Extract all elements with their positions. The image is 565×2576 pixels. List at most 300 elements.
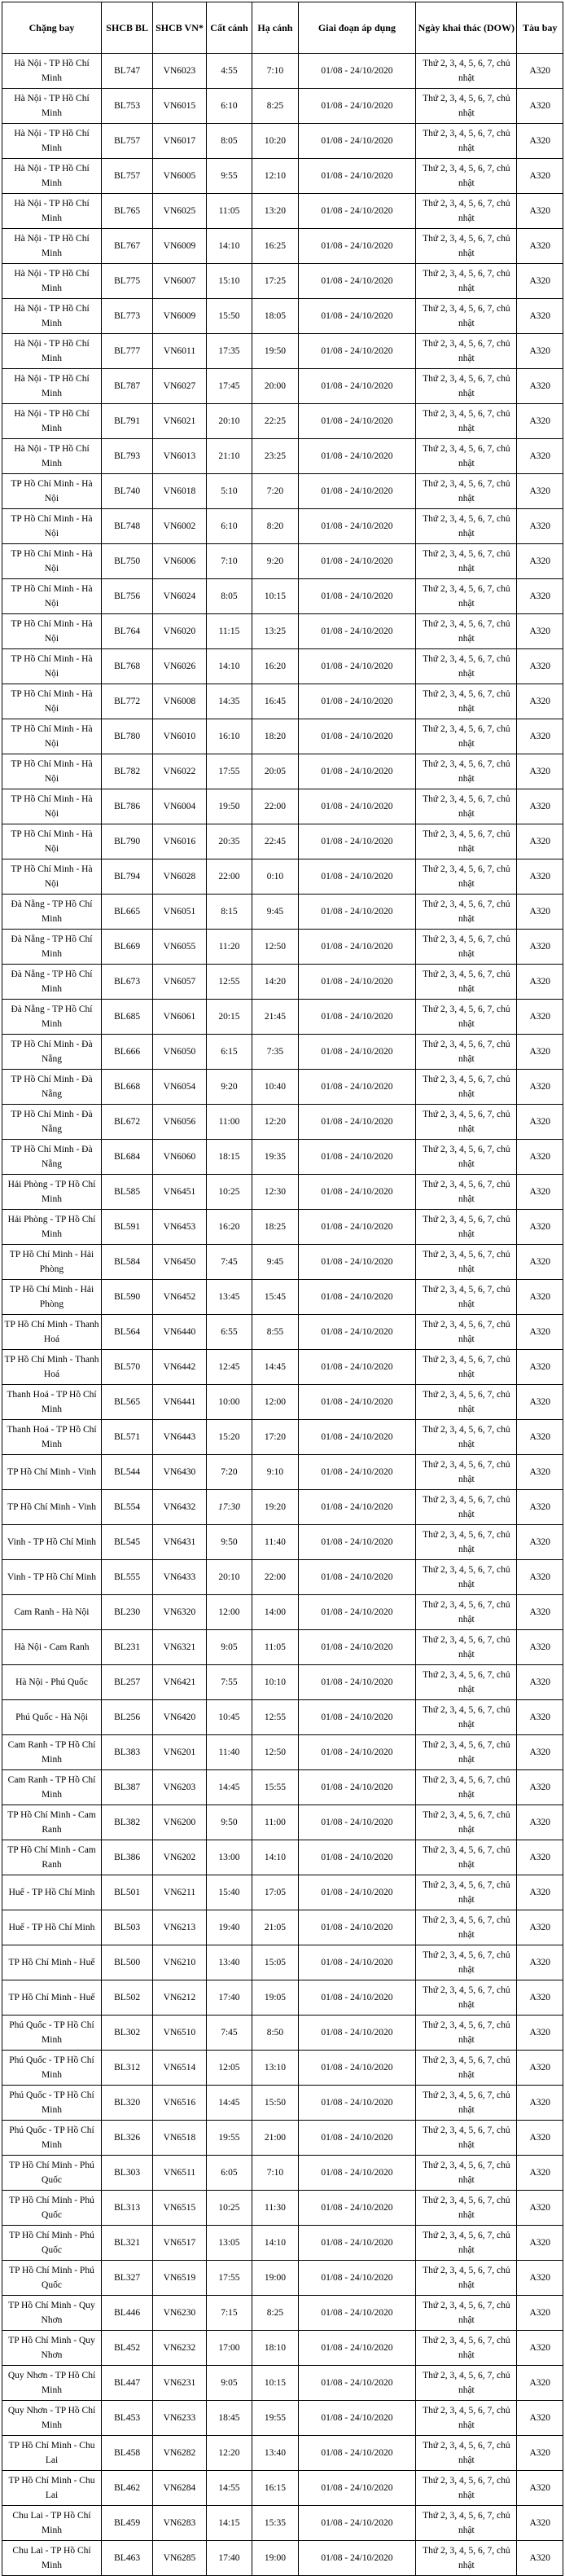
period-cell: 01/08 - 24/10/2020 — [298, 2121, 416, 2156]
aircraft-cell: A320 — [517, 2051, 563, 2086]
vn-code-cell: VN6442 — [153, 1350, 207, 1385]
period-cell: 01/08 - 24/10/2020 — [298, 474, 416, 509]
period-cell: 01/08 - 24/10/2020 — [298, 1910, 416, 1945]
vn-code-cell: VN6024 — [153, 579, 207, 614]
bl-code-cell: BL685 — [101, 1000, 152, 1035]
dow-cell: Thứ 2, 3, 4, 5, 6, 7, chủ nhật — [416, 54, 517, 89]
table-row — [2, 89, 563, 124]
route-cell: Hà Nội - TP Hồ Chí Minh — [2, 369, 102, 404]
departure-cell: 11:05 — [206, 194, 252, 229]
bl-code-cell: BL462 — [101, 2471, 152, 2506]
period-cell: 01/08 - 24/10/2020 — [298, 2156, 416, 2191]
vn-code-cell: VN6202 — [153, 1840, 207, 1875]
departure-cell: 4:55 — [206, 54, 252, 89]
route-cell: Hà Nội - TP Hồ Chí Minh — [2, 404, 102, 439]
route-cell: Cam Ranh - TP Hồ Chí Minh — [2, 1735, 102, 1770]
bl-code-cell: BL767 — [101, 229, 152, 264]
table-row — [2, 2051, 563, 2086]
arrival-cell: 16:20 — [252, 649, 298, 684]
bl-code-cell: BL302 — [101, 2016, 152, 2051]
period-cell: 01/08 - 24/10/2020 — [298, 1490, 416, 1525]
dow-cell: Thứ 2, 3, 4, 5, 6, 7, chủ nhật — [416, 1105, 517, 1140]
vn-code-cell: VN6013 — [153, 439, 207, 474]
departure-cell: 13:05 — [206, 2226, 252, 2261]
vn-code-cell: VN6023 — [153, 54, 207, 89]
vn-code-cell: VN6006 — [153, 544, 207, 579]
arrival-cell: 13:20 — [252, 194, 298, 229]
vn-code-cell: VN6432 — [153, 1490, 207, 1525]
period-cell: 01/08 - 24/10/2020 — [298, 1560, 416, 1595]
arrival-cell: 10:10 — [252, 1665, 298, 1700]
departure-cell: 11:15 — [206, 614, 252, 649]
dow-cell: Thứ 2, 3, 4, 5, 6, 7, chủ nhật — [416, 1350, 517, 1385]
table-row — [2, 54, 563, 89]
departure-cell: 17:55 — [206, 2261, 252, 2296]
dow-cell: Thứ 2, 3, 4, 5, 6, 7, chủ nhật — [416, 1770, 517, 1805]
departure-cell: 17:45 — [206, 369, 252, 404]
arrival-cell: 11:40 — [252, 1525, 298, 1560]
arrival-cell: 9:10 — [252, 1455, 298, 1490]
dow-cell: Thứ 2, 3, 4, 5, 6, 7, chủ nhật — [416, 965, 517, 1000]
aircraft-cell: A320 — [517, 264, 563, 299]
table-row — [2, 1805, 563, 1840]
arrival-cell: 7:10 — [252, 54, 298, 89]
route-cell: TP Hồ Chí Minh - Hải Phòng — [2, 1280, 102, 1315]
aircraft-cell: A320 — [517, 2191, 563, 2226]
table-row — [2, 1210, 563, 1245]
dow-cell: Thứ 2, 3, 4, 5, 6, 7, chủ nhật — [416, 1210, 517, 1245]
bl-code-cell: BL748 — [101, 509, 152, 544]
table-row — [2, 824, 563, 859]
period-cell: 01/08 - 24/10/2020 — [298, 439, 416, 474]
arrival-cell: 11:00 — [252, 1805, 298, 1840]
departure-cell: 12:05 — [206, 2051, 252, 2086]
bl-code-cell: BL565 — [101, 1385, 152, 1420]
period-cell: 01/08 - 24/10/2020 — [298, 1875, 416, 1910]
vn-code-cell: VN6060 — [153, 1140, 207, 1175]
departure-cell: 17:30 — [206, 1490, 252, 1525]
vn-code-cell: VN6212 — [153, 1980, 207, 2016]
dow-cell: Thứ 2, 3, 4, 5, 6, 7, chủ nhật — [416, 369, 517, 404]
route-cell: Hà Nội - TP Hồ Chí Minh — [2, 264, 102, 299]
table-row — [2, 439, 563, 474]
table-row — [2, 1490, 563, 1525]
vn-code-cell: VN6027 — [153, 369, 207, 404]
arrival-cell: 11:30 — [252, 2191, 298, 2226]
period-cell: 01/08 - 24/10/2020 — [298, 965, 416, 1000]
departure-cell: 8:05 — [206, 124, 252, 159]
table-row — [2, 1525, 563, 1560]
arrival-cell: 18:05 — [252, 299, 298, 334]
bl-code-cell: BL327 — [101, 2261, 152, 2296]
vn-code-cell: VN6232 — [153, 2331, 207, 2366]
departure-cell: 7:20 — [206, 1455, 252, 1490]
period-cell: 01/08 - 24/10/2020 — [298, 299, 416, 334]
period-cell: 01/08 - 24/10/2020 — [298, 1210, 416, 1245]
table-row — [2, 334, 563, 369]
route-cell: Phú Quốc - TP Hồ Chí Minh — [2, 2086, 102, 2121]
arrival-cell: 20:05 — [252, 754, 298, 789]
route-cell: Hải Phòng - TP Hồ Chí Minh — [2, 1210, 102, 1245]
dow-cell: Thứ 2, 3, 4, 5, 6, 7, chủ nhật — [416, 1385, 517, 1420]
bl-code-cell: BL446 — [101, 2296, 152, 2331]
departure-cell: 16:10 — [206, 719, 252, 754]
header-period: Giai đoạn áp dụng — [298, 2, 416, 54]
departure-cell: 15:40 — [206, 1875, 252, 1910]
bl-code-cell: BL668 — [101, 1070, 152, 1105]
period-cell: 01/08 - 24/10/2020 — [298, 404, 416, 439]
route-cell: Phú Quốc - TP Hồ Chí Minh — [2, 2016, 102, 2051]
period-cell: 01/08 - 24/10/2020 — [298, 369, 416, 404]
period-cell: 01/08 - 24/10/2020 — [298, 2261, 416, 2296]
route-cell: Phú Quốc - TP Hồ Chí Minh — [2, 2051, 102, 2086]
departure-cell: 6:10 — [206, 89, 252, 124]
vn-code-cell: VN6050 — [153, 1035, 207, 1070]
dow-cell: Thứ 2, 3, 4, 5, 6, 7, chủ nhật — [416, 2261, 517, 2296]
table-row — [2, 1735, 563, 1770]
bl-code-cell: BL501 — [101, 1875, 152, 1910]
table-row — [2, 474, 563, 509]
vn-code-cell: VN6283 — [153, 2506, 207, 2541]
aircraft-cell: A320 — [517, 1175, 563, 1210]
dow-cell: Thứ 2, 3, 4, 5, 6, 7, chủ nhật — [416, 824, 517, 859]
aircraft-cell: A320 — [517, 89, 563, 124]
route-cell: TP Hồ Chí Minh - Hà Nội — [2, 859, 102, 895]
bl-code-cell: BL503 — [101, 1910, 152, 1945]
bl-code-cell: BL775 — [101, 264, 152, 299]
departure-cell: 17:55 — [206, 754, 252, 789]
table-body — [2, 54, 563, 2576]
dow-cell: Thứ 2, 3, 4, 5, 6, 7, chủ nhật — [416, 2471, 517, 2506]
departure-cell: 14:45 — [206, 1770, 252, 1805]
table-row — [2, 509, 563, 544]
period-cell: 01/08 - 24/10/2020 — [298, 54, 416, 89]
aircraft-cell: A320 — [517, 2016, 563, 2051]
header-departure: Cất cánh — [206, 2, 252, 54]
aircraft-cell: A320 — [517, 684, 563, 719]
departure-cell: 20:10 — [206, 1560, 252, 1595]
vn-code-cell: VN6430 — [153, 1455, 207, 1490]
vn-code-cell: VN6515 — [153, 2191, 207, 2226]
vn-code-cell: VN6285 — [153, 2541, 207, 2576]
route-cell: TP Hồ Chí Minh - Đà Nẵng — [2, 1140, 102, 1175]
table-row — [2, 2436, 563, 2471]
dow-cell: Thứ 2, 3, 4, 5, 6, 7, chủ nhật — [416, 1840, 517, 1875]
dow-cell: Thứ 2, 3, 4, 5, 6, 7, chủ nhật — [416, 544, 517, 579]
dow-cell: Thứ 2, 3, 4, 5, 6, 7, chủ nhật — [416, 1980, 517, 2016]
route-cell: TP Hồ Chí Minh - Thanh Hoá — [2, 1315, 102, 1350]
route-cell: TP Hồ Chí Minh - Đà Nẵng — [2, 1105, 102, 1140]
dow-cell: Thứ 2, 3, 4, 5, 6, 7, chủ nhật — [416, 1490, 517, 1525]
departure-cell: 8:15 — [206, 895, 252, 930]
bl-code-cell: BL321 — [101, 2226, 152, 2261]
table-row — [2, 1700, 563, 1735]
dow-cell: Thứ 2, 3, 4, 5, 6, 7, chủ nhật — [416, 1175, 517, 1210]
route-cell: TP Hồ Chí Minh - Vinh — [2, 1490, 102, 1525]
route-cell: TP Hồ Chí Minh - Quy Nhơn — [2, 2331, 102, 2366]
arrival-cell: 17:05 — [252, 1875, 298, 1910]
table-row — [2, 124, 563, 159]
departure-cell: 14:10 — [206, 649, 252, 684]
table-row — [2, 859, 563, 895]
bl-code-cell: BL753 — [101, 89, 152, 124]
bl-code-cell: BL257 — [101, 1665, 152, 1700]
bl-code-cell: BL666 — [101, 1035, 152, 1070]
route-cell: TP Hồ Chí Minh - Đà Nẵng — [2, 1035, 102, 1070]
period-cell: 01/08 - 24/10/2020 — [298, 1840, 416, 1875]
departure-cell: 17:35 — [206, 334, 252, 369]
aircraft-cell: A320 — [517, 754, 563, 789]
route-cell: TP Hồ Chí Minh - Hải Phòng — [2, 1245, 102, 1280]
dow-cell: Thứ 2, 3, 4, 5, 6, 7, chủ nhật — [416, 1875, 517, 1910]
route-cell: TP Hồ Chí Minh - Phú Quốc — [2, 2261, 102, 2296]
vn-code-cell: VN6007 — [153, 264, 207, 299]
vn-code-cell: VN6028 — [153, 859, 207, 895]
period-cell: 01/08 - 24/10/2020 — [298, 754, 416, 789]
departure-cell: 14:15 — [206, 2506, 252, 2541]
aircraft-cell: A320 — [517, 2156, 563, 2191]
arrival-cell: 14:10 — [252, 2226, 298, 2261]
route-cell: TP Hồ Chí Minh - Hà Nội — [2, 509, 102, 544]
departure-cell: 11:40 — [206, 1735, 252, 1770]
period-cell: 01/08 - 24/10/2020 — [298, 2296, 416, 2331]
vn-code-cell: VN6005 — [153, 159, 207, 194]
vn-code-cell: VN6016 — [153, 824, 207, 859]
dow-cell: Thứ 2, 3, 4, 5, 6, 7, chủ nhật — [416, 194, 517, 229]
dow-cell: Thứ 2, 3, 4, 5, 6, 7, chủ nhật — [416, 859, 517, 895]
arrival-cell: 12:30 — [252, 1175, 298, 1210]
table-row — [2, 1035, 563, 1070]
period-cell: 01/08 - 24/10/2020 — [298, 1770, 416, 1805]
vn-code-cell: VN6211 — [153, 1875, 207, 1910]
bl-code-cell: BL564 — [101, 1315, 152, 1350]
aircraft-cell: A320 — [517, 1490, 563, 1525]
departure-cell: 5:10 — [206, 474, 252, 509]
table-row — [2, 684, 563, 719]
dow-cell: Thứ 2, 3, 4, 5, 6, 7, chủ nhật — [416, 1070, 517, 1105]
period-cell: 01/08 - 24/10/2020 — [298, 579, 416, 614]
bl-code-cell: BL772 — [101, 684, 152, 719]
dow-cell: Thứ 2, 3, 4, 5, 6, 7, chủ nhật — [416, 1665, 517, 1700]
aircraft-cell: A320 — [517, 1595, 563, 1630]
aircraft-cell: A320 — [517, 404, 563, 439]
table-row — [2, 2191, 563, 2226]
bl-code-cell: BL590 — [101, 1280, 152, 1315]
table-row — [2, 1945, 563, 1980]
departure-cell: 22:00 — [206, 859, 252, 895]
vn-code-cell: VN6443 — [153, 1420, 207, 1455]
aircraft-cell: A320 — [517, 2086, 563, 2121]
period-cell: 01/08 - 24/10/2020 — [298, 544, 416, 579]
dow-cell: Thứ 2, 3, 4, 5, 6, 7, chủ nhật — [416, 1245, 517, 1280]
table-row — [2, 1770, 563, 1805]
bl-code-cell: BL780 — [101, 719, 152, 754]
period-cell: 01/08 - 24/10/2020 — [298, 719, 416, 754]
route-cell: TP Hồ Chí Minh - Cam Ranh — [2, 1805, 102, 1840]
vn-code-cell: VN6231 — [153, 2366, 207, 2401]
arrival-cell: 12:50 — [252, 930, 298, 965]
aircraft-cell: A320 — [517, 369, 563, 404]
aircraft-cell: A320 — [517, 439, 563, 474]
route-cell: Cam Ranh - Hà Nội — [2, 1595, 102, 1630]
arrival-cell: 17:25 — [252, 264, 298, 299]
aircraft-cell: A320 — [517, 2331, 563, 2366]
arrival-cell: 22:25 — [252, 404, 298, 439]
vn-code-cell: VN6020 — [153, 614, 207, 649]
period-cell: 01/08 - 24/10/2020 — [298, 264, 416, 299]
header-row — [2, 2, 563, 54]
departure-cell: 15:50 — [206, 299, 252, 334]
vn-code-cell: VN6026 — [153, 649, 207, 684]
dow-cell: Thứ 2, 3, 4, 5, 6, 7, chủ nhật — [416, 2436, 517, 2471]
period-cell: 01/08 - 24/10/2020 — [298, 1630, 416, 1665]
period-cell: 01/08 - 24/10/2020 — [298, 684, 416, 719]
aircraft-cell: A320 — [517, 159, 563, 194]
route-cell: Hà Nội - TP Hồ Chí Minh — [2, 229, 102, 264]
bl-code-cell: BL585 — [101, 1175, 152, 1210]
vn-code-cell: VN6210 — [153, 1945, 207, 1980]
route-cell: TP Hồ Chí Minh - Hà Nội — [2, 614, 102, 649]
bl-code-cell: BL230 — [101, 1595, 152, 1630]
aircraft-cell: A320 — [517, 2471, 563, 2506]
arrival-cell: 11:05 — [252, 1630, 298, 1665]
arrival-cell: 10:20 — [252, 124, 298, 159]
aircraft-cell: A320 — [517, 2541, 563, 2576]
route-cell: TP Hồ Chí Minh - Chu Lai — [2, 2436, 102, 2471]
arrival-cell: 12:20 — [252, 1105, 298, 1140]
route-cell: TP Hồ Chí Minh - Hà Nội — [2, 824, 102, 859]
arrival-cell: 19:00 — [252, 2541, 298, 2576]
bl-code-cell: BL757 — [101, 124, 152, 159]
arrival-cell: 9:45 — [252, 1245, 298, 1280]
bl-code-cell: BL669 — [101, 930, 152, 965]
arrival-cell: 14:00 — [252, 1595, 298, 1630]
aircraft-cell: A320 — [517, 1875, 563, 1910]
aircraft-cell: A320 — [517, 965, 563, 1000]
vn-code-cell: VN6057 — [153, 965, 207, 1000]
route-cell: Phú Quốc - Hà Nội — [2, 1700, 102, 1735]
table-row — [2, 1980, 563, 2016]
table-row — [2, 2506, 563, 2541]
route-cell: TP Hồ Chí Minh - Huế — [2, 1945, 102, 1980]
period-cell: 01/08 - 24/10/2020 — [298, 2506, 416, 2541]
route-cell: Thanh Hoá - TP Hồ Chí Minh — [2, 1385, 102, 1420]
departure-cell: 14:10 — [206, 229, 252, 264]
vn-code-cell: VN6015 — [153, 89, 207, 124]
aircraft-cell: A320 — [517, 1315, 563, 1350]
table-row — [2, 1000, 563, 1035]
vn-code-cell: VN6451 — [153, 1175, 207, 1210]
bl-code-cell: BL773 — [101, 299, 152, 334]
bl-code-cell: BL326 — [101, 2121, 152, 2156]
dow-cell: Thứ 2, 3, 4, 5, 6, 7, chủ nhật — [416, 1700, 517, 1735]
departure-cell: 20:35 — [206, 824, 252, 859]
aircraft-cell: A320 — [517, 54, 563, 89]
route-cell: TP Hồ Chí Minh - Hà Nội — [2, 719, 102, 754]
aircraft-cell: A320 — [517, 1525, 563, 1560]
period-cell: 01/08 - 24/10/2020 — [298, 1700, 416, 1735]
table-row — [2, 2366, 563, 2401]
dow-cell: Thứ 2, 3, 4, 5, 6, 7, chủ nhật — [416, 1140, 517, 1175]
aircraft-cell: A320 — [517, 124, 563, 159]
route-cell: TP Hồ Chí Minh - Hà Nội — [2, 544, 102, 579]
period-cell: 01/08 - 24/10/2020 — [298, 1525, 416, 1560]
dow-cell: Thứ 2, 3, 4, 5, 6, 7, chủ nhật — [416, 2541, 517, 2576]
header-aircraft: Tàu bay — [517, 2, 563, 54]
bl-code-cell: BL554 — [101, 1490, 152, 1525]
period-cell: 01/08 - 24/10/2020 — [298, 334, 416, 369]
arrival-cell: 15:35 — [252, 2506, 298, 2541]
period-cell: 01/08 - 24/10/2020 — [298, 1280, 416, 1315]
aircraft-cell: A320 — [517, 930, 563, 965]
table-row — [2, 1875, 563, 1910]
period-cell: 01/08 - 24/10/2020 — [298, 2541, 416, 2576]
arrival-cell: 16:45 — [252, 684, 298, 719]
table-row — [2, 2261, 563, 2296]
period-cell: 01/08 - 24/10/2020 — [298, 1420, 416, 1455]
vn-code-cell: VN6519 — [153, 2261, 207, 2296]
table-row — [2, 789, 563, 824]
period-cell: 01/08 - 24/10/2020 — [298, 1595, 416, 1630]
bl-code-cell: BL782 — [101, 754, 152, 789]
vn-code-cell: VN6517 — [153, 2226, 207, 2261]
table-row — [2, 1560, 563, 1595]
table-row — [2, 544, 563, 579]
departure-cell: 9:05 — [206, 1630, 252, 1665]
dow-cell: Thứ 2, 3, 4, 5, 6, 7, chủ nhật — [416, 2331, 517, 2366]
arrival-cell: 13:25 — [252, 614, 298, 649]
route-cell: TP Hồ Chí Minh - Đà Nẵng — [2, 1070, 102, 1105]
vn-code-cell: VN6284 — [153, 2471, 207, 2506]
table-row — [2, 404, 563, 439]
route-cell: TP Hồ Chí Minh - Cam Ranh — [2, 1840, 102, 1875]
departure-cell: 7:15 — [206, 2296, 252, 2331]
route-cell: Hà Nội - Cam Ranh — [2, 1630, 102, 1665]
arrival-cell: 19:00 — [252, 2261, 298, 2296]
period-cell: 01/08 - 24/10/2020 — [298, 2471, 416, 2506]
period-cell: 01/08 - 24/10/2020 — [298, 194, 416, 229]
vn-code-cell: VN6002 — [153, 509, 207, 544]
route-cell: Vinh - TP Hồ Chí Minh — [2, 1525, 102, 1560]
period-cell: 01/08 - 24/10/2020 — [298, 649, 416, 684]
arrival-cell: 22:00 — [252, 789, 298, 824]
table-row — [2, 2296, 563, 2331]
route-cell: Đà Nẵng - TP Hồ Chí Minh — [2, 930, 102, 965]
bl-code-cell: BL453 — [101, 2401, 152, 2436]
departure-cell: 20:15 — [206, 1000, 252, 1035]
departure-cell: 17:00 — [206, 2331, 252, 2366]
aircraft-cell: A320 — [517, 2296, 563, 2331]
arrival-cell: 19:05 — [252, 1980, 298, 2016]
route-cell: Hà Nội - Phú Quốc — [2, 1665, 102, 1700]
aircraft-cell: A320 — [517, 1700, 563, 1735]
table-row — [2, 1385, 563, 1420]
dow-cell: Thứ 2, 3, 4, 5, 6, 7, chủ nhật — [416, 1035, 517, 1070]
table-row — [2, 2016, 563, 2051]
aircraft-cell: A320 — [517, 1945, 563, 1980]
dow-cell: Thứ 2, 3, 4, 5, 6, 7, chủ nhật — [416, 299, 517, 334]
vn-code-cell: VN6518 — [153, 2121, 207, 2156]
period-cell: 01/08 - 24/10/2020 — [298, 1315, 416, 1350]
period-cell: 01/08 - 24/10/2020 — [298, 1350, 416, 1385]
dow-cell: Thứ 2, 3, 4, 5, 6, 7, chủ nhật — [416, 509, 517, 544]
arrival-cell: 10:15 — [252, 579, 298, 614]
dow-cell: Thứ 2, 3, 4, 5, 6, 7, chủ nhật — [416, 1630, 517, 1665]
departure-cell: 18:15 — [206, 1140, 252, 1175]
aircraft-cell: A320 — [517, 1350, 563, 1385]
table-row — [2, 2226, 563, 2261]
arrival-cell: 15:05 — [252, 1945, 298, 1980]
